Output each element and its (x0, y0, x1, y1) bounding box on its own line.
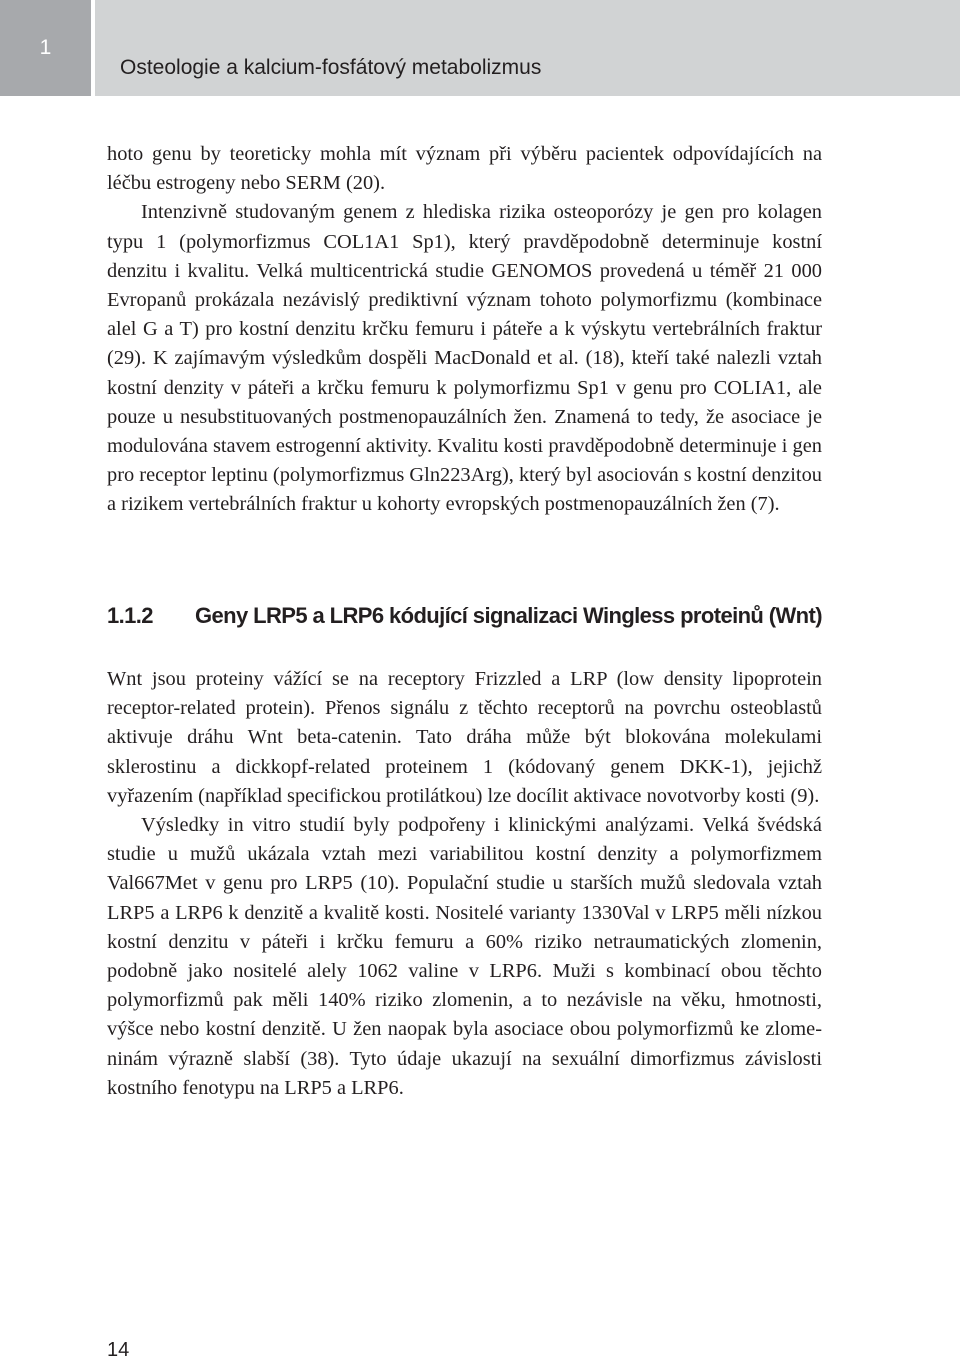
chapter-title-band (95, 0, 960, 96)
chapter-number-box (0, 0, 91, 96)
chapter-number: 1 (39, 36, 52, 59)
page-number: 14 (107, 1339, 130, 1361)
paragraph: hoto genu by teoreticky mohla mít význam při výběru pacientek odpovídajících na léčbu estrogeny nebo SERM (20). (107, 143, 822, 195)
section-heading (107, 603, 867, 629)
body-text-block-2 (107, 665, 822, 1103)
body-text-block-1 (107, 140, 822, 520)
chapter-title: Osteologie a kalcium-fosfátový metabolizmus (120, 56, 542, 79)
paragraph: Wnt jsou proteiny vážící se na receptory Frizzled a LRP (low density lipoprotein receptor-related protein). Přenos signálu z těchto receptorů na povrchu osteoblastů aktivuje dráhu Wnt beta-catenin. Tato dráha může být blokována molekulami sklerostinu a dickkopf-related proteinem 1 (kódovaný genem DKK-1), jejichž vyřazením (například specifickou protilátkou) lze docílit aktivace novotvorby kosti (9). (107, 668, 822, 807)
section-number: 1.1.2 (107, 603, 153, 628)
paragraph: Výsledky in vitro studií byly podpořeny i klinickými analýzami. Velká švédská studie u mužů ukázala vztah mezi variabilitou kostní denzity a polymorfizmem Val667Met v genu pro LRP5 (10). Populační studie u starších mužů sledovala vztah LRP5 a LRP6 k denzitě a kvalitě kosti. Nositelé varianty 1330Val v LRP5 měli nízkou kostní denzitu v páteři i krčku femuru a 60% riziko netraumatických zlomenin, podobně jako nositelé alely 1062 valine v LRP6. Muži s kombinací obou těchto polymorfizmů pak měli 140% riziko zlomenin, a to nezávisle na věku, hmotnosti, výšce nebo kostní denzitě. U žen naopak byla asociace obou polymorfizmů ke zlomeninám výrazně slabší (38). Tyto údaje ukazují na sexuální dimorfizmus závislosti kostního fenotypu na LRP5 a LRP6. (107, 814, 822, 1099)
section-title: Geny LRP5 a LRP6 kódující signalizaci Wingless proteinů (Wnt) (195, 603, 822, 628)
running-header (0, 0, 960, 96)
paragraph: Intenzivně studovaným genem z hlediska rizika osteoporózy je gen pro kolagen typu 1 (polymorfizmus COL1A1 Sp1), který pravděpodobně determinuje kostní denzitu i kvalitu. Velká multicentrická studie GENOMOS provedená u téměř 21 000 Evropanů prokázala nezávislý prediktivní význam tohoto polymorfizmu (kombinace alel G a T) pro kostní denzitu krčku femuru i páteře a k výskytu vertebrálních fraktur (29). K zajímavým výsledkům dospěli MacDonald et al. (18), kteří také nalezli vztah kostní denzity v páteři a krčku femuru k polymorfizmu Sp1 v genu pro COLIA1, ale pouze u nesubstituovaných postmenopauzálních žen. Znamená to tedy, že asociace je modulována stavem estrogenní aktivity. Kvalitu kosti pravděpodobně determinuje i gen pro receptor leptinu (polymorfizmus Gln223Arg), který byl asociován s kostní denzitou a rizikem vertebrálních fraktur u kohorty evropských postmenopauzálních žen (7). (107, 201, 822, 516)
